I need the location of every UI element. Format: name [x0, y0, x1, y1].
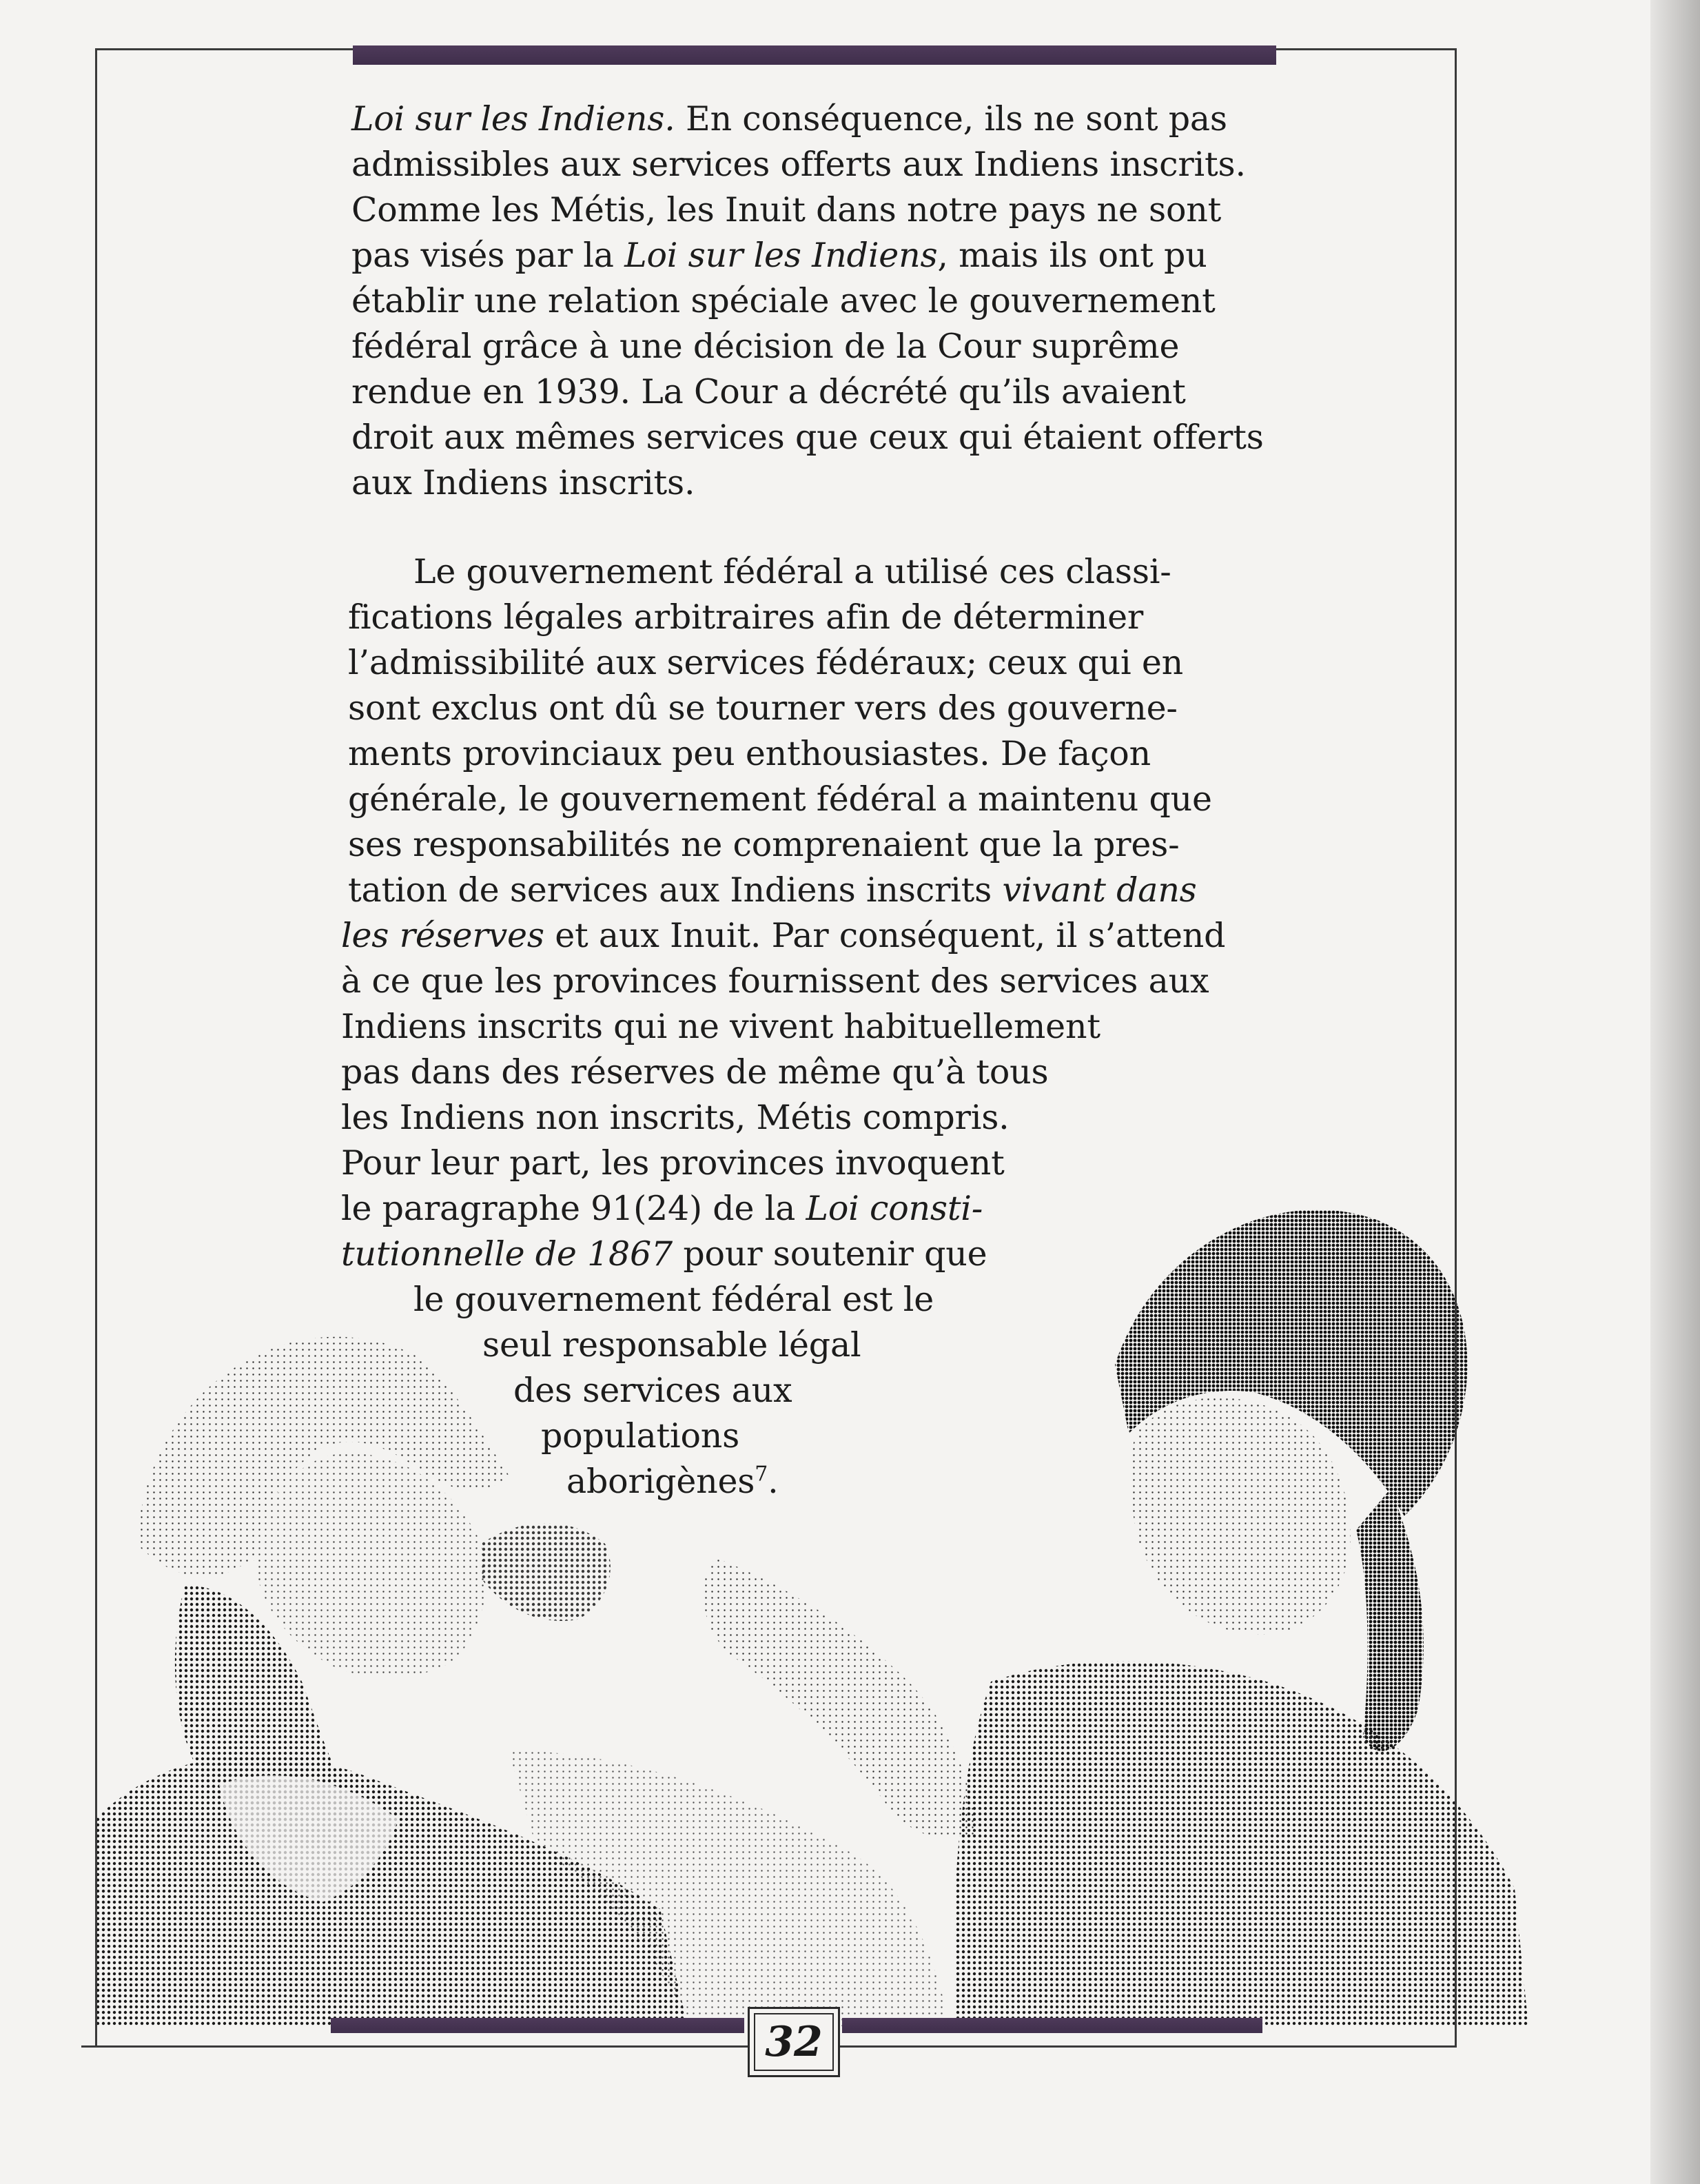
- page-number-box: [748, 2007, 840, 2077]
- text-line: générale, le gouvernement fédéral a maintenu que: [348, 779, 1212, 819]
- text-line: Le gouvernement fédéral a utilisé ces classi-: [413, 552, 1171, 591]
- text-line: l’admissibilité aux services fédéraux; ceux qui en: [348, 643, 1183, 682]
- text-line: fédéral grâce à une décision de la Cour suprême: [351, 327, 1180, 366]
- footnote-marker: 7: [755, 1462, 768, 1487]
- text-line: ses responsabilités ne comprenaient que la pres-: [348, 825, 1180, 864]
- text-line: à ce que les provinces fournissent des services aux: [341, 961, 1209, 1001]
- text-line: pas dans des réserves de même qu’à tous: [341, 1052, 1049, 1092]
- text-line: aborigènes$^7$.: [566, 1462, 779, 1501]
- text-line: tation de services aux Indiens inscrits vivant dans: [348, 870, 1197, 910]
- page-number: 32: [765, 2018, 823, 2066]
- text-line: Comme les Métis, les Inuit dans notre pays ne sont: [351, 190, 1222, 229]
- text-line: le gouvernement fédéral est le: [413, 1280, 934, 1319]
- text-line: le paragraphe 91(24) de la Loi consti-: [341, 1189, 983, 1228]
- text-line: tutionnelle de 1867 pour soutenir que: [341, 1234, 987, 1274]
- text-line: fications légales arbitraires afin de déterminer: [348, 598, 1144, 637]
- text-line: droit aux mêmes services que ceux qui étaient offerts: [351, 418, 1264, 457]
- text-line: établir une relation spéciale avec le gouvernement: [351, 281, 1216, 320]
- text-line: aux Indiens inscrits.: [351, 463, 695, 502]
- text-line: des services aux: [513, 1371, 792, 1410]
- text-line: les Indiens non inscrits, Métis compris.: [341, 1098, 1010, 1137]
- text-line: rendue en 1939. La Cour a décrété qu’ils avaient: [351, 372, 1186, 411]
- text-line: Pour leur part, les provinces invoquent: [341, 1143, 1005, 1183]
- text-line: ments provinciaux peu enthousiastes. De façon: [348, 734, 1151, 773]
- text-line: Loi sur les Indiens. En conséquence, ils ne sont pas: [351, 99, 1227, 139]
- text-line: pas visés par la Loi sur les Indiens, mais ils ont pu: [351, 236, 1207, 275]
- text-line: populations: [541, 1416, 740, 1456]
- text-line: seul responsable légal: [482, 1325, 861, 1365]
- text-line: admissibles aux services offerts aux Indiens inscrits.: [351, 145, 1246, 184]
- text-line: sont exclus ont dû se tourner vers des gouverne-: [348, 688, 1178, 728]
- text-line: les réserves et aux Inuit. Par conséquent, il s’attend: [341, 916, 1226, 955]
- text-line: Indiens inscrits qui ne vivent habituellement: [341, 1007, 1100, 1046]
